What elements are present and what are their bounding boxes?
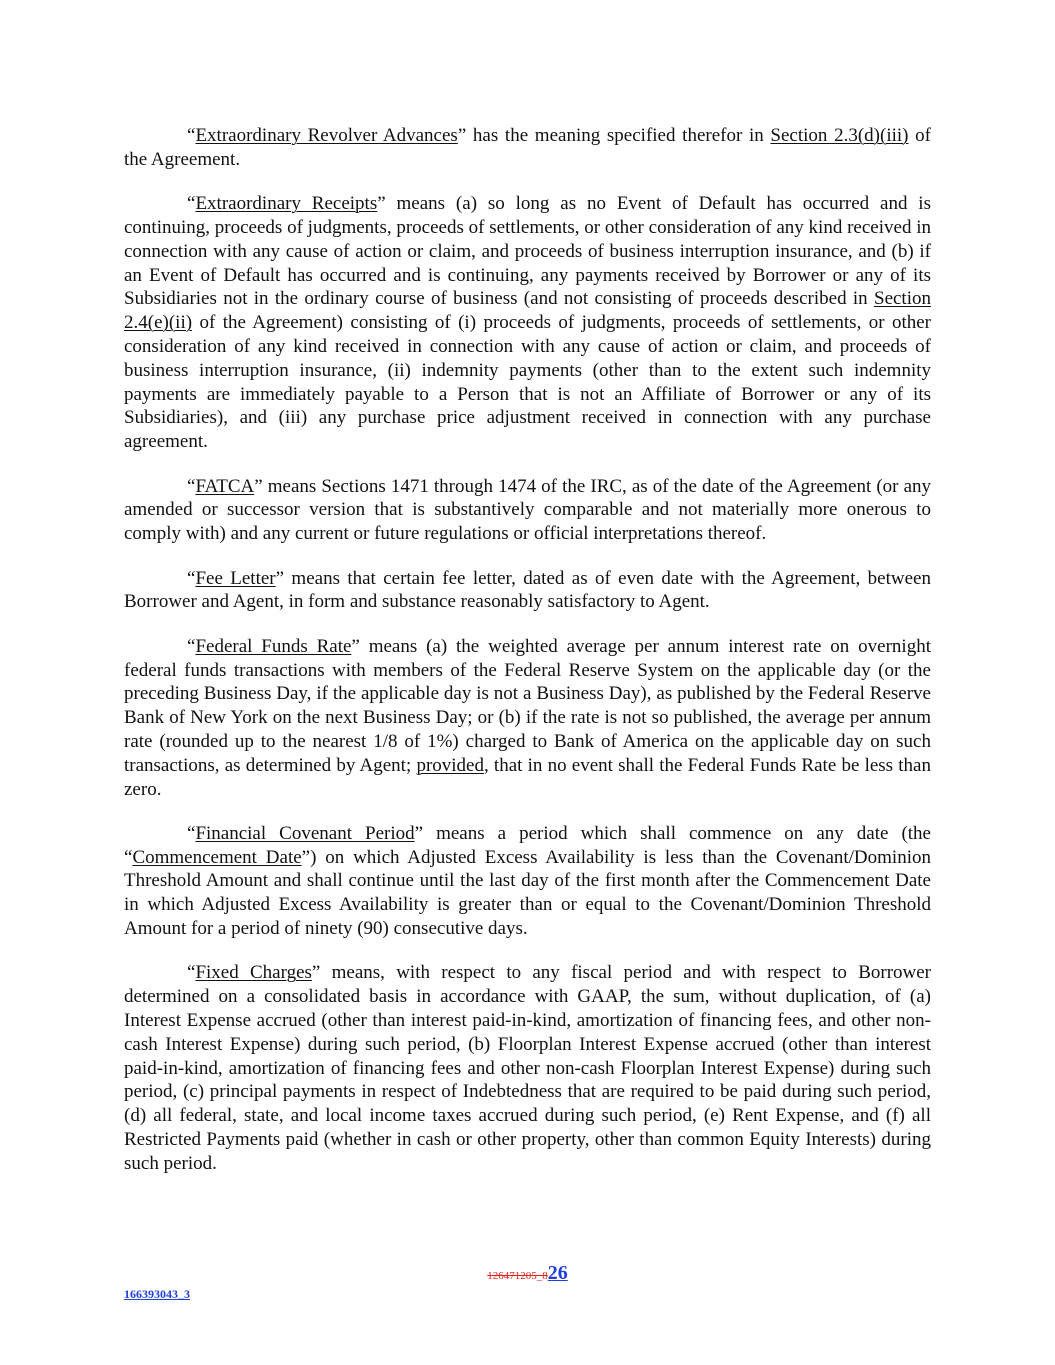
definition-financial-covenant-period: [124, 822, 931, 941]
proviso-term: provided: [416, 754, 484, 776]
document-id: 166393043_3: [124, 1287, 190, 1301]
definition-text: ”) on which Adjusted Excess Availability is less than the Covenant/Dominion Threshold Amount and shall continue until the last day of the first month after the Commencement Date in which Adjusted Excess Availability is greater than or equal to the Covenant/Dominion Threshold Amount for a period of ninety (90) consecutive days.: [124, 846, 931, 940]
definition-text: ” means a period which shall commence on any date (the “: [124, 822, 931, 868]
definition-fixed-charges: [124, 961, 931, 1175]
definition-text: ” means (a) the weighted average per annum interest rate on overnight federal funds transactions with members of the Federal Reserve System on the applicable day (or the preceding Business Day, if the applicable day is not a Business Day), as published by the Federal Reserve Bank of New York on the next Business Day; or (b) if the rate is not so published, the average per annum rate (rounded up to the nearest 1/8 of 1%) charged to Bank of America on the applicable day on such transactions, as determined by Agent;: [124, 635, 931, 776]
defined-term: Extraordinary Receipts: [195, 193, 378, 215]
open-quote: “: [187, 635, 196, 657]
defined-term: Fixed Charges: [195, 962, 312, 984]
document-body: [124, 124, 931, 1196]
defined-term-inline: Commencement Date: [132, 846, 302, 868]
definition-extraordinary-receipts: [124, 192, 931, 454]
open-quote: “: [187, 962, 196, 984]
deleted-page-reference: 126471205_8: [487, 1270, 548, 1282]
definition-fatca: [124, 475, 931, 546]
page-number: 26: [547, 1262, 568, 1284]
definition-text: ” means, with respect to any fiscal period and with respect to Borrower determined on a consolidated basis in accordance with GAAP, the sum, without duplication, of (a) Interest Expense accrued (other than interest paid-in-kind, amortization of financing fees, and other non-cash Interest Expense) during such period, (b) Floorplan Interest Expense accrued (other than interest paid-in-kind, amortization of financing fees and other non-cash Floorplan Interest Expense) during such period, (c) principal payments in respect of Indebtedness that are required to be paid during such period, (d) all federal, state, and local income taxes accrued during such period, (e) Rent Expense, and (f) all Restricted Payments paid (whether in cash or other property, other than common Equity Interests) during such period.: [124, 962, 932, 1174]
defined-term: Federal Funds Rate: [195, 635, 352, 657]
section-reference: Section 2.3(d)(iii): [770, 125, 909, 146]
definition-text: ” means (a) so long as no Event of Default has occurred and is continuing, proceeds of judgments, proceeds of settlements, or other consideration of any kind received in connection with any cause of action or claim, and proceeds of business interruption insurance, and (b) if an Event of Default has occurred and is continuing, any payments received by Borrower or any of its Subsidiaries not in the ordinary course of business (and not consisting of proceeds described in: [124, 193, 931, 310]
definition-text: of the Agreement.: [124, 125, 931, 170]
definition-federal-funds-rate: [124, 635, 931, 802]
definition-extraordinary-revolver-advances: [124, 124, 931, 172]
open-quote: “: [187, 475, 196, 497]
defined-term: FATCA: [195, 475, 255, 497]
definition-fee-letter: [124, 567, 931, 615]
open-quote: “: [187, 822, 196, 844]
defined-term: Extraordinary Revolver Advances: [195, 125, 458, 146]
section-reference: Section 2.4(e)(ii): [124, 288, 931, 334]
open-quote: “: [187, 567, 196, 589]
definition-text: of the Agreement) consisting of (i) proceeds of judgments, proceeds of settlements, or other consideration of any kind received in connection with any cause of action or claim, and proceeds of business interruption insurance, (ii) indemnity payments (other than to the extent such indemnity payments are immediately payable to a Person that is not an Affiliate of Borrower or any of its Subsidiaries), and (iii) any purchase price adjustment received in connection with any purchase agreement.: [124, 312, 931, 453]
definition-text: , that in no event shall the Federal Funds Rate be less than zero.: [124, 754, 931, 800]
definition-text: ” means that certain fee letter, dated as of even date with the Agreement, between Borrower and Agent, in form and substance reasonably satisfactory to Agent.: [124, 567, 931, 613]
defined-term: Fee Letter: [195, 567, 276, 589]
open-quote: “: [187, 125, 196, 146]
defined-term: Financial Covenant Period: [195, 822, 415, 844]
definition-text: ” has the meaning specified therefor in: [457, 125, 771, 146]
page-footer: [0, 1262, 1055, 1285]
definition-text: ” means Sections 1471 through 1474 of the IRC, as of the date of the Agreement (or any amended or successor version that is substantively comparable and not materially more onerous to comply with) and any current or future regulations or official interpretations thereof.: [124, 475, 931, 545]
open-quote: “: [187, 193, 196, 215]
